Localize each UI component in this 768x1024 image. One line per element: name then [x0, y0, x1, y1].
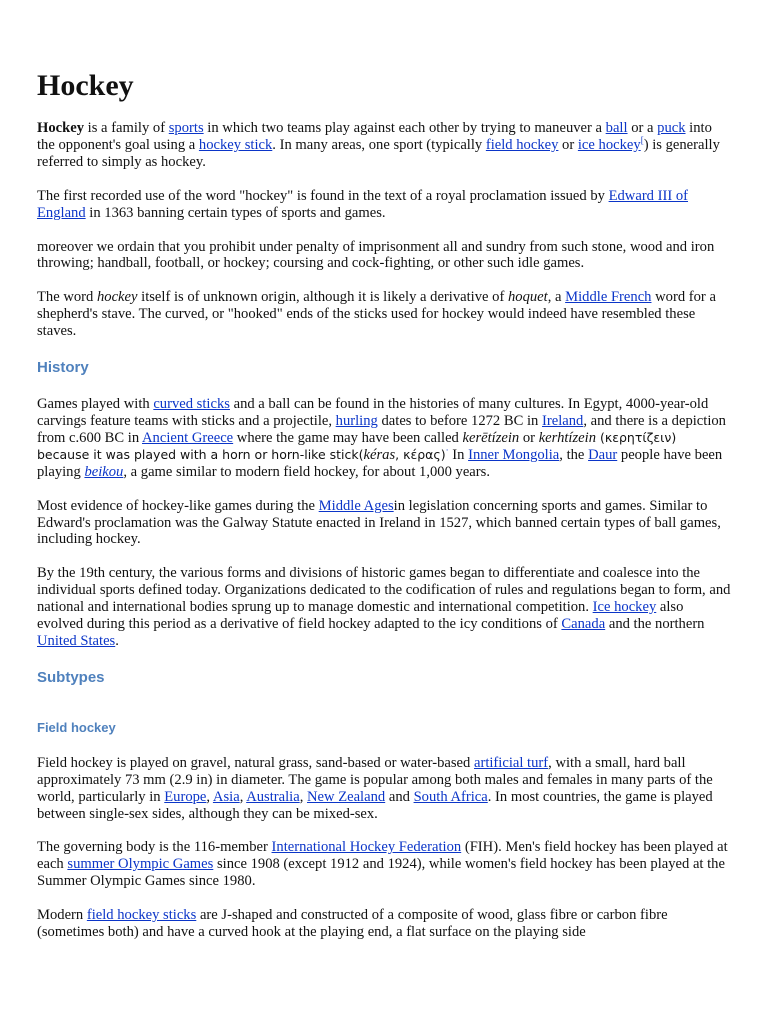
bold-term: Hockey: [37, 120, 85, 136]
text: The word: [37, 289, 97, 306]
link-canada[interactable]: Canada: [561, 616, 606, 633]
text: The governing body is the 116-member: [37, 839, 272, 856]
link-middle-ages[interactable]: Middle Ages: [318, 497, 394, 514]
link-puck[interactable]: puck: [657, 120, 686, 136]
text: In: [448, 446, 469, 463]
paragraph-field-hockey: [37, 755, 731, 823]
text: in legislation concerning sports and games. Similar to Edward's proclamation was the Galway Statute enacted in Ireland in 1527, which banned certain types of ball games, including hockey.: [37, 497, 721, 548]
text: By the 19th century, the various forms and divisions of historic games began to differentiate and coalesce into the individual sports defined today. Organizations dedicated to the codification of rules and regulations began to form, and national and international bodies sprung up to manage domestic and international competition.: [37, 565, 731, 616]
italic-term: kerētízein: [462, 429, 520, 446]
text: (FIH). Men's field hockey has been played at each: [37, 839, 728, 873]
intro-paragraph: [37, 120, 731, 171]
citation-mark[interactable]: [: [640, 135, 644, 146]
paragraph-quote: moreover we ordain that you prohibit under penalty of imprisonment all and sundry from such stone, wood and iron throwing; handball, football, or hockey; coursing and cock-fighting, or other such idle games.: [37, 238, 715, 272]
text: word for a shepherd's stave. The curved, or "hooked" ends of the sticks used for hockey would indeed have resembled these staves.: [37, 289, 716, 340]
link-ihf[interactable]: International Hockey Federation: [271, 839, 462, 856]
link-ball[interactable]: ball: [605, 120, 628, 136]
text: , and there is a depiction from c.600 BC in: [37, 412, 726, 446]
text: into the opponent's goal using a: [37, 120, 712, 153]
paragraph-governing-body: [37, 839, 731, 890]
link-united-states[interactable]: United States: [37, 632, 116, 649]
text: The first recorded use of the word "hockey" is found in the text of a royal proclamation issued by: [37, 187, 609, 204]
link-ice-hockey-2[interactable]: Ice hockey: [592, 599, 657, 616]
text: , a: [547, 289, 566, 306]
italic-term: hockey: [96, 289, 138, 306]
text: itself is of unknown origin, although it is likely a derivative of: [137, 289, 508, 306]
text: Field hockey is played on gravel, natural grass, sand-based or water-based: [37, 754, 474, 771]
text: in which two teams play against each other by trying to maneuver a: [203, 120, 606, 136]
text: since 1908 (except 1912 and 1924), while women's field hockey has been played at the Summer Olympic Games since 1980.: [37, 856, 725, 890]
text: Modern: [37, 907, 87, 924]
text: people have been playing: [37, 446, 723, 480]
link-ice-hockey[interactable]: ice hockey: [577, 136, 641, 153]
link-hockey-stick[interactable]: hockey stick: [198, 136, 273, 153]
link-sports[interactable]: sports: [168, 120, 204, 136]
text: or a: [627, 120, 658, 136]
link-middle-french[interactable]: Middle French: [565, 289, 652, 306]
link-asia[interactable]: Asia: [212, 788, 240, 805]
page-title: Hockey: [37, 69, 134, 102]
text: and a ball can be found in the histories of many cultures. In Egypt, 4000-year-old carvings feature teams with sticks and a projectile,: [37, 396, 709, 429]
text: is a family of: [84, 120, 169, 136]
link-summer-olympics[interactable]: summer Olympic Games: [67, 856, 214, 873]
italic-term: kerhtízein: [538, 429, 596, 446]
link-new-zealand[interactable]: New Zealand: [306, 788, 386, 805]
text: are J-shaped and constructed of a composite of wood, glass fibre or carbon fibre (sometimes both) and have a curved hook at the playing end, a flat surface on the playing side: [37, 907, 668, 941]
paragraph-middle-ages: [37, 498, 731, 549]
text: in 1363 banning certain types of sports and games.: [85, 204, 386, 221]
link-australia[interactable]: Australia: [246, 788, 300, 805]
link-inner-mongolia[interactable]: Inner Mongolia: [468, 446, 560, 463]
subsection-heading-field-hockey: Field hockey: [37, 719, 116, 735]
section-heading-history: History: [37, 359, 89, 377]
text: or: [558, 136, 578, 153]
text: or: [519, 429, 539, 446]
link-field-hockey[interactable]: field hockey: [485, 136, 559, 153]
link-artificial-turf[interactable]: artificial turf: [473, 754, 549, 771]
link-beikou[interactable]: [84, 464, 123, 480]
section-heading-subtypes: Subtypes: [37, 668, 105, 686]
text: , the: [559, 446, 589, 463]
paragraph-word-origin: [37, 289, 731, 340]
link-ancient-greece[interactable]: Ancient Greece: [142, 429, 234, 446]
text: (κερητίζειν) because it was played with a horn or horn-like stick(: [37, 429, 677, 462]
text: and: [385, 788, 414, 805]
italic-term: beikou: [84, 463, 124, 480]
text: also evolved during this period as a derivative of field hockey adapted to the icy conditions of: [37, 599, 684, 633]
italic-term: kéras: [363, 446, 396, 463]
citation-mark[interactable]: ·: [445, 444, 449, 455]
link-daur[interactable]: Daur: [588, 446, 618, 463]
link-ireland[interactable]: Ireland: [542, 412, 584, 429]
paragraph-19th-century: [37, 565, 731, 650]
italic-term: hoquet: [507, 289, 548, 306]
paragraph-history-ancient: [37, 396, 731, 481]
text: ,: [299, 788, 307, 805]
link-edward-iii[interactable]: Edward III of England: [37, 187, 689, 221]
text: and the northern: [605, 616, 705, 633]
text: ,: [206, 788, 213, 805]
text: , with a small, hard ball approximately 73 mm (2.9 in) in diameter. The game is popular among both males and females in many parts of the world, particularly in: [37, 754, 713, 805]
text: . In many areas, one sport (typically: [272, 136, 486, 153]
paragraph-first-use: [37, 188, 731, 222]
link-curved-sticks[interactable]: curved sticks: [153, 396, 230, 413]
link-europe[interactable]: Europe: [164, 788, 207, 805]
text: , a game similar to modern field hockey, for about 1,000 years.: [123, 463, 490, 480]
link-south-africa[interactable]: South Africa: [413, 788, 488, 805]
text: . In most countries, the game is played between single-sex sides, although they can be mixed-sex.: [37, 788, 713, 822]
paragraph-sticks: [37, 907, 731, 941]
text: ) is generally referred to simply as hockey.: [37, 136, 720, 170]
text: , κέρας): [395, 446, 446, 462]
text: .: [115, 632, 119, 649]
link-field-hockey-sticks[interactable]: field hockey sticks: [86, 907, 197, 924]
text: Most evidence of hockey-like games during the: [37, 497, 319, 514]
link-hurling[interactable]: hurling: [335, 412, 378, 429]
text: Games played with: [37, 396, 154, 413]
text: where the game may have been called: [233, 429, 463, 446]
text: dates to before 1272 BC in: [377, 412, 542, 429]
text: ,: [239, 788, 247, 805]
